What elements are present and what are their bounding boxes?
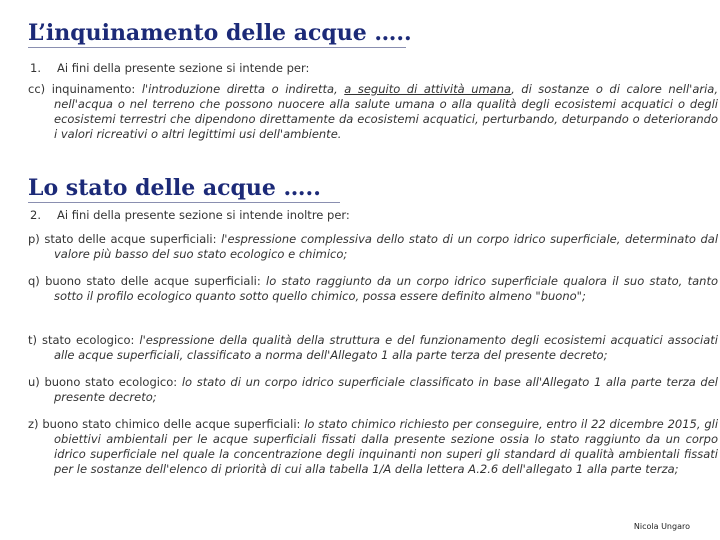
definition-text: lo stato chimico richiesto per conseguire, entro il 22 dicembre 2015, gli obiettivi ambientali per le acque superficiali fissati dalla presente sezione ossia lo stato raggiunto da un corpo idrico superficiale nel quale la concentrazione degli inquinanti non superi gli standard di qualità ambientali fissati per le sostanze dell'elenco di priorità di cui alla tabella 1/A della lettera A.2.6 dell'allegato 1 alla parte terza; <box>54 417 719 476</box>
definition-label: q) <box>28 274 40 288</box>
definition-cc <box>28 82 718 142</box>
definition-p <box>28 232 718 262</box>
definition-term: buono stato chimico delle acque superficiali <box>42 417 297 431</box>
definition-label: z) <box>28 417 39 431</box>
definition-underlined-text: a seguito di attività umana <box>344 82 512 96</box>
definition-label: p) <box>28 232 40 246</box>
definition-label: u) <box>28 375 40 389</box>
definition-term: stato ecologico <box>41 333 131 347</box>
definition-separator: : <box>131 82 136 96</box>
item-intro: Ai fini della presente sezione si intende inoltre per: <box>57 208 350 222</box>
definition-term: stato delle acque superficiali <box>44 232 213 246</box>
definition-separator: : <box>212 232 217 246</box>
definition-z <box>28 417 718 477</box>
definition-q <box>28 274 718 304</box>
definition-term: buono stato delle acque superficiali <box>45 274 257 288</box>
item-number-line <box>30 208 350 222</box>
author-name: Nicola Ungaro <box>633 522 690 531</box>
definition-separator: : <box>173 375 178 389</box>
title-underline <box>28 202 340 203</box>
definition-label: cc) <box>28 82 46 96</box>
title-underline <box>28 47 406 48</box>
definition-text: , di sostanze o di calore nell'aria, nell'acqua o nel terreno che possono nuocere alla salute umana o alla qualità degli ecosistemi acquatici o degli ecosistemi terrestri che dipendono direttamente da ecosistemi acquatici, perturbando, deturpando o deteriorando i valori ricreativi o altri legittimi usi dell'ambiente. <box>54 82 718 141</box>
definition-text: l'espressione complessiva dello stato di un corpo idrico superficiale, determinato dal valore più basso del suo stato ecologico e chimico; <box>54 232 719 261</box>
item-intro: Ai fini della presente sezione si intende per: <box>57 61 310 75</box>
definition-separator: : <box>256 274 261 288</box>
definition-term: buono stato ecologico <box>44 375 174 389</box>
definition-term: inquinamento <box>51 82 132 96</box>
section-title-stato: Lo stato delle acque ….. <box>28 175 321 201</box>
item-number: 2. <box>30 208 41 222</box>
definition-separator: : <box>296 417 301 431</box>
definition-text: lo stato raggiunto da un corpo idrico superficiale qualora il suo stato, tanto sotto il profilo ecologico quanto sotto quello chimico, possa essere definito almeno "buono"; <box>54 274 718 303</box>
definition-text: l'introduzione diretta o indiretta, <box>135 82 345 96</box>
item-number-line <box>30 61 309 75</box>
section-title-inquinamento: L’inquinamento delle acque ….. <box>28 20 412 46</box>
definition-label: t) <box>28 333 37 347</box>
definition-text: lo stato di un corpo idrico superficiale classificato in base all'Allegato 1 alla parte terza del presente decreto; <box>54 375 719 404</box>
definition-separator: : <box>130 333 135 347</box>
definition-u <box>28 375 718 405</box>
item-number: 1. <box>30 61 41 75</box>
definition-t <box>28 333 718 363</box>
definition-text: l'espressione della qualità della struttura e del funzionamento degli ecosistemi acquatici associati alle acque superficiali, classificato a norma dell'Allegato 1 alla parte terza del presente decreto; <box>54 333 719 362</box>
